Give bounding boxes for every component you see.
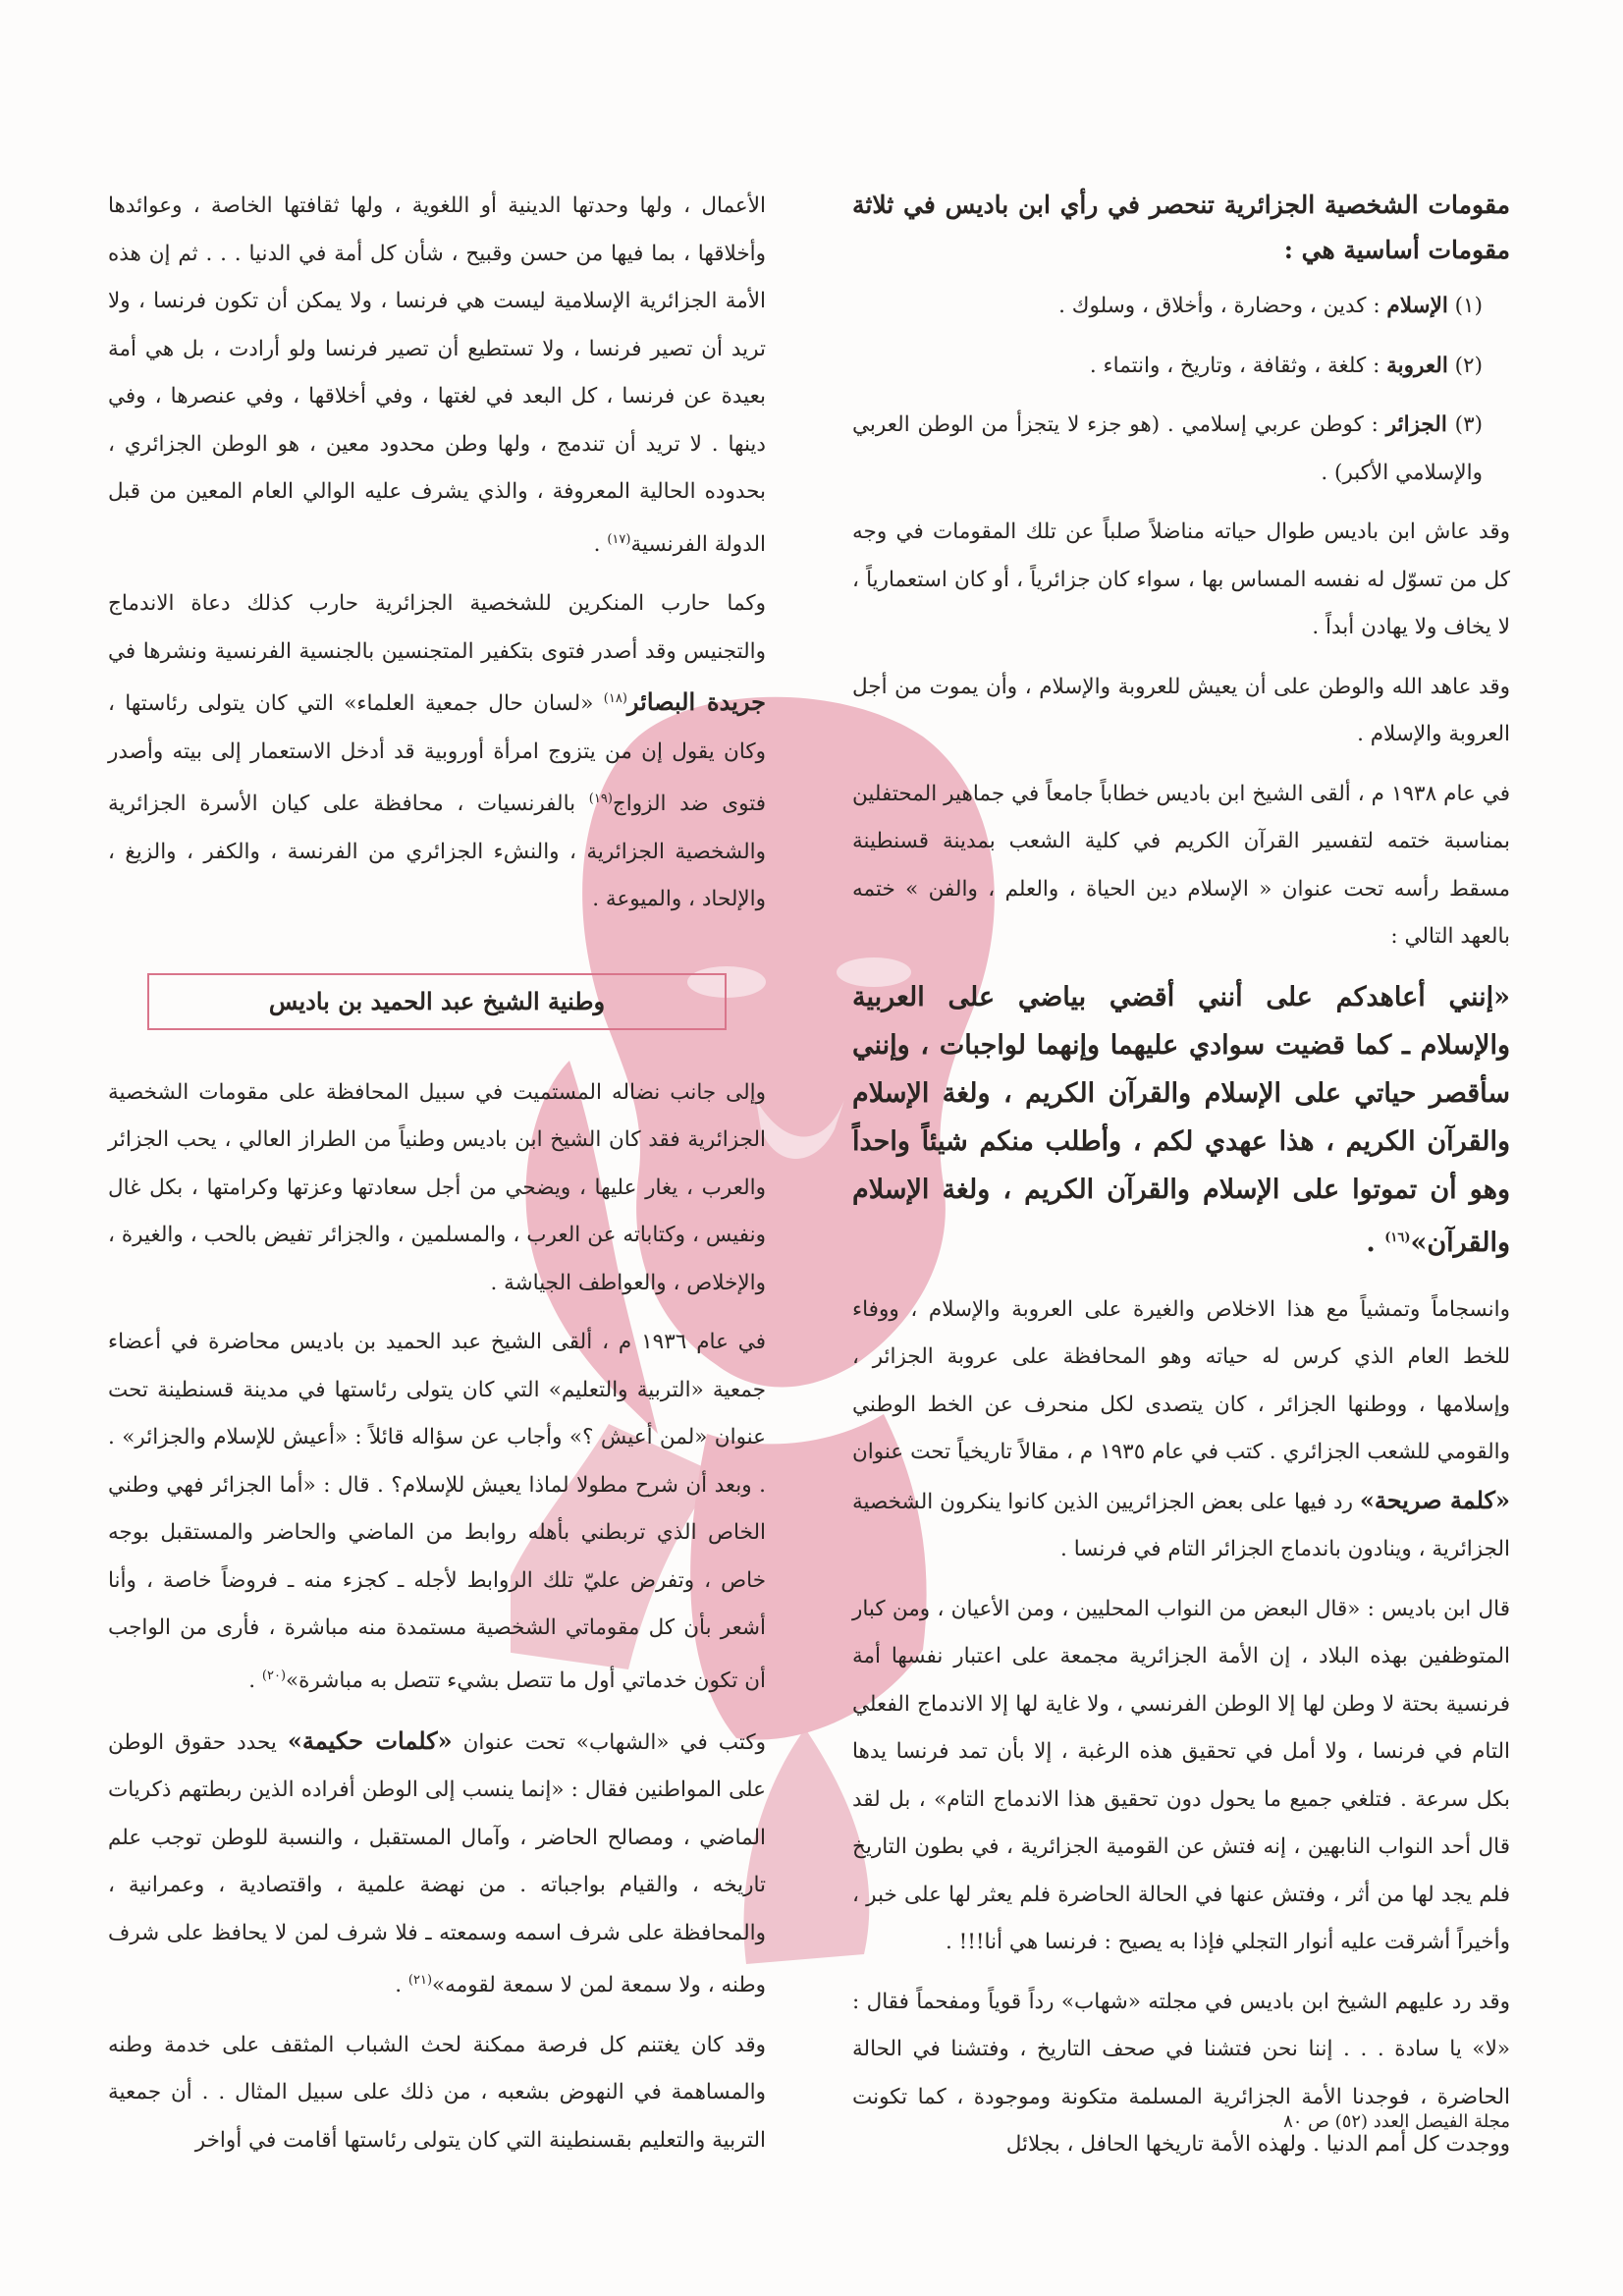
page-footer: مجلة الفيصل العدد (٥٢) ص ٨٠ (1283, 2111, 1510, 2132)
paragraph-text: بالفرنسيات ، محافظة على كيان الأسرة الجزائرية والشخصية الجزائرية ، والنشء الجزائري من الفرنسة ، والكفر ، والزيغ ، والإلحاد ، والميوعة . (108, 792, 766, 912)
item-term: الإسلام (1386, 294, 1448, 318)
paragraph: في عام ١٩٣٨ م ، ألقى الشيخ ابن باديس خطاباً جامعاً في جماهير المحتفلين بمناسبة ختمه لتفسير القرآن الكريم في كلية الشعب بمدينة قسنطينة مسقط رأسه تحت عنوان « الإسلام دين الحياة ، والعلم ، والفن » ختمه بالعهد التالي : (852, 781, 1511, 949)
paragraph: وكتب في «الشهاب» تحت عنوان «كلمات حكيمة» يحدد حقوق الوطن على المواطنين فقال : «إنما ينسب إلى الوطن أفراده الذين ربطتهم ذكريات الماضي ، ومصالح الحاضر ، وآمال المستقبل ، والنسبة للوطن توجب علم تاريخه ، والقيام بواجباته . من نهضة علمية ، واقتصادية ، وعمرانية ، والمحافظة على شرف اسمه وسمعته ـ فلا شرف لمن لا يحافظ على شرف وطنه ، ولا سمعة لمن لا سمعة لقومه»$^{(٢١)}$ . (108, 1725, 766, 1998)
paragraph: في عام ١٩٣٦ م ، ألقى الشيخ عبد الحميد بن باديس محاضرة في أعضاء جمعية «التربية والتعليم» التي كان يتولى رئاستها في مدينة قسنطينة تحت عنوان «لمن أعيش ؟» وأجاب عن سؤاله قائلاً : «أعيش للإسلام والجزائر» . . وبعد أن شرح مطولا لماذا يعيش للإسلام؟ . قال : «أما الجزائر فهي وطني الخاص الذي تربطني بأهله روابط من الماضي والحاضر والمستقبل بوجه خاص ، وتفرض عليّ تلك الروابط لأجله ـ كجزء منه ـ فروضاً خاصة ، وأنا أشعر بأن كل مقوماتي الشخصية مستمدة منه مباشرة ، فأرى من الواجب أن تكون خدماتي أول ما تتصل بشيء تتصل به مباشرة»$^{(٢٠)}$ . (108, 1330, 766, 1694)
paragraph-text: في عام ١٩٣٦ م ، ألقى الشيخ عبد الحميد بن باديس محاضرة في أعضاء جمعية «التربية والتعليم» التي كان يتولى رئاستها في مدينة قسنطينة تحت عنوان «لمن أعيش ؟» وأجاب عن سؤاله قائلاً : «أعيش للإسلام والجزائر» . . وبعد أن شرح مطولا لماذا يعيش للإسلام؟ . قال : «أما الجزائر فهي وطني الخاص الذي تربطني بأهله روابط من الماضي والحاضر والمستقبل بوجه خاص ، وتفرض عليّ تلك الروابط لأجله ـ كجزء منه ـ فروضاً خاصة ، وأنا أشعر بأن كل مقوماتي الشخصية مستمدة منه مباشرة ، فأرى من الواجب أن تكون خدماتي أول ما تتصل بشيء تتصل به مباشرة» (108, 1330, 766, 1694)
article-title: «كلمة صريحة» (1359, 1485, 1510, 1514)
item-number: (٣) (1454, 412, 1484, 437)
list-item (852, 343, 1510, 391)
right-column (852, 183, 1510, 2181)
paragraph: وإلى جانب نضاله المستميت في سبيل المحافظة على مقومات الشخصية الجزائرية فقد كان الشيخ ابن باديس وطنياً من الطراز العالي ، يحب الجزائر والعرب ، يغار عليها ، ويضحي من أجل سعادتها وعزتها وكرامتها ، بكل غال ونفيس ، وكتاباته عن العرب ، والمسلمين ، والجزائر تفيض بالحب ، والغيرة ، والإخلاص ، والعواطف الجياشة . (108, 1079, 766, 1295)
section-heading: مقومات الشخصية الجزائرية تنحصر في رأي ابن باديس في ثلاثة مقومات أساسية هي : (852, 191, 1510, 264)
paragraph: الأعمال ، ولها وحدتها الدينية أو اللغوية ، ولها ثقافتها الخاصة ، وعوائدها وأخلاقها ، بما فيها من حسن وقبيح ، شأن كل أمة في الدنيا . . . ثم إن هذه الأمة الجزائرية الإسلامية ليست هي فرنسا ، ولا يمكن أن تكون فرنسا ، ولا تريد أن تصير فرنسا ، ولا تستطيع أن تصير فرنسا ولو أرادت ، بل هي أمة بعيدة عن فرنسا ، كل البعد في لغتها ، وفي أخلاقها ، وفي عنصرها ، وفي دينها . لا تريد أن تندمج ، ولها وطن محدود معين ، هو الوطن الجزائري ، بحدوده الحالية المعروفة ، والذي يشرف عليه الوالي العام المعين من قبل الدولة الفرنسية$^{(١٧)}$ . (108, 193, 766, 557)
section-title-box: وطنية الشيخ عبد الحميد بن باديس (147, 973, 727, 1030)
paragraph-text: وانسجاماً وتمشياً مع هذا الاخلاص والغيرة على العروبة والإسلام ، ووفاء للخط العام الذي كرس له حياته وهو المحافظة على عروبة الجزائر ، وإسلامها ، ووطنها الجزائر ، كان يتصدى لكل منحرف عن الخط الوطني والقومي للشعب الجزائري . كتب في عام ١٩٣٥ م ، مقالاً تاريخياً تحت عنوان (852, 1296, 1510, 1464)
paragraph-text: «لسان حال جمعية العلماء» التي كان يتولى رئاستها ، وكان يقول إن من يتزوج امرأة أوروبية قد أدخل الاستعمار إلى بيته وأصدر فتوى ضد الزواج (108, 691, 766, 817)
pledge-quote: «إنني أعاهدكم على أنني أقضي بياضي على العربية والإسلام ـ كما قضيت سوادي عليهما وإنهما لواجبات ، وإنني سأقصر حياتي على الإسلام والقرآن الكريم ، ولغة الإسلام والقرآن الكريم ، هذا عهدي لكم ، وأطلب منكم شيئاً واحداً وهو أن تموتوا على الإسلام والقرآن الكريم ، ولغة الإسلام والقرآن»$^{(١٦)}$ . (852, 981, 1510, 1258)
item-number: (١) (1454, 294, 1483, 318)
item-number: (٢) (1454, 353, 1483, 378)
paragraph: قال ابن باديس : «قال البعض من النواب المحليين ، ومن الأعيان ، ومن كبار المتوظفين بهذه البلاد ، إن الأمة الجزائرية مجمعة على اعتبار نفسها أمة فرنسية بحتة لا وطن لها إلا الوطن الفرنسي ، ولا غاية لها إلا الاندماج الفعلي التام في فرنسا ، ولا أمل في تحقيق هذه الرغبة ، إلا بأن تمد فرنسا يدها بكل سرعة . فتلغي جميع ما يحول دون تحقيق هذا الاندماج التام» ، بل لقد قال أحد النواب النابهين ، إنه فتش عن القومية الجزائرية ، في بطون التاريخ فلم يجد لها من أثر ، وفتش عنها في الحالة الحاضرة فلم يعثر لها على خبر ، وأخيراً أشرقت عليه أنوار التجلي فإذا به يصيح : فرنسا هي أنا!!! . (852, 1596, 1510, 1954)
item-text: : كلغة ، وثقافة ، وتاريخ ، وانتماء . (1089, 353, 1380, 378)
paragraph: وقد كان يغتنم كل فرصة ممكنة لحث الشباب المثقف على خدمة وطنه والمساهمة في النهوض بشعبه ، من ذلك على سبيل المثال . . أن جمعية التربية والتعليم بقسنطينة التي كان يتولى رئاستها أقامت في أواخر (108, 2032, 766, 2153)
item-text: : كدين ، وحضارة ، وأخلاق ، وسلوك . (1058, 294, 1380, 318)
item-term: العروبة (1386, 353, 1448, 378)
item-term: الجزائر (1385, 412, 1447, 437)
list-item (852, 402, 1510, 497)
paragraph (108, 580, 766, 924)
paragraph: وقد عاهد الله والوطن على أن يعيش للعروبة والإسلام ، وأن يموت من أجل العروبة والإسلام . (852, 674, 1510, 746)
paragraph-text: الأعمال ، ولها وحدتها الدينية أو اللغوية ، ولها ثقافتها الخاصة ، وعوائدها وأخلاقها ، بما فيها من حسن وقبيح ، شأن كل أمة في الدنيا . . . ثم إن هذه الأمة الجزائرية الإسلامية ليست هي فرنسا ، ولا يمكن أن تكون فرنسا ، ولا تريد أن تصير فرنسا ، ولا تستطيع أن تصير فرنسا ولو أرادت ، بل هي أمة بعيدة عن فرنسا ، كل البعد في لغتها ، وفي أخلاقها ، وفي عنصرها ، وفي دينها . لا تريد أن تندمج ، ولها وطن محدود معين ، هو الوطن الجزائري ، بحدوده الحالية المعروفة ، والذي يشرف عليه الوالي العام المعين من قبل الدولة الفرنسية (108, 193, 766, 557)
list-item (852, 283, 1510, 331)
footnote-ref: (١٨) (603, 691, 627, 707)
paragraph: وقد رد عليهم الشيخ ابن باديس في مجلته «شهاب» رداً قوياً ومفحماً فقال : «لا» يا سادة . . . إننا نحن فتشنا في صحف التاريخ ، وفتشنا في الحالة الحاضرة ، فوجدنا الأمة الجزائرية المسلمة متكونة وموجودة ، كما تكونت ووجدت كل أمم الدنيا . ولهذه الأمة تاريخها الحافل ، بجلائل (852, 1989, 1510, 2157)
article-title: «كلمات حكيمة» (287, 1725, 453, 1755)
paragraph-text: وكما حارب المنكرين للشخصية الجزائرية حارب كذلك دعاة الاندماج والتجنيس وقد أصدر فتوى بتكفير المتجنسين بالجنسية الفرنسية ونشرها في (108, 591, 766, 664)
pledge-text: «إنني أعاهدكم على أنني أقضي بياضي على العربية والإسلام ـ كما قضيت سوادي عليهما وإنهما لواجبات ، وإنني سأقصر حياتي على الإسلام والقرآن الكريم ، ولغة الإسلام والقرآن الكريم ، هذا عهدي لكم ، وأطلب منكم شيئاً واحداً وهو أن تموتوا على الإسلام والقرآن الكريم ، ولغة الإسلام والقرآن» (852, 981, 1510, 1258)
footnote-ref: (١٧) (607, 531, 631, 547)
paragraph: وقد عاش ابن باديس طوال حياته مناضلاً صلباً عن تلك المقومات في وجه كل من تسوّل له نفسه المساس بها ، سواء كان جزائرياً ، أو كان استعمارياً ، لا يخاف ولا يهادن أبداً . (852, 519, 1510, 639)
footnote-ref: (٢١) (407, 1973, 433, 1989)
item-text: : كوطن عربي إسلامي . (هو جزء لا يتجزأ من الوطن العربي والإسلامي الأكبر) . (852, 412, 1483, 485)
footnote-ref: (٢٠) (261, 1667, 287, 1683)
footnote-ref: (١٦) (1384, 1230, 1411, 1245)
paragraph (852, 1286, 1510, 1574)
paragraph-text: رد فيها على بعض الجزائريين الذين كانوا ينكرون الشخصية الجزائرية ، وينادون باندماج الجزائر التام في فرنسا . (852, 1489, 1510, 1561)
paragraph-text: يحدد حقوق الوطن على المواطنين فقال : «إنما ينسب إلى الوطن أفراده الذين ربطتهم ذكريات الماضي ، ومصالح الحاضر ، وآمال المستقبل ، والنسبة للوطن توجب علم تاريخه ، والقيام بواجباته . من نهضة علمية ، واقتصادية ، وعمرانية ، والمحافظة على شرف اسمه وسمعته ـ فلا شرف لمن لا يحافظ على شرف وطنه ، ولا سمعة لمن لا سمعة لقومه» (108, 1729, 766, 1998)
footnote-ref: (١٩) (588, 792, 613, 807)
newspaper-title: جريدة البصائر (626, 687, 766, 717)
paragraph-text: وكتب في «الشهاب» تحت عنوان (462, 1729, 766, 1755)
left-column (108, 183, 766, 2176)
